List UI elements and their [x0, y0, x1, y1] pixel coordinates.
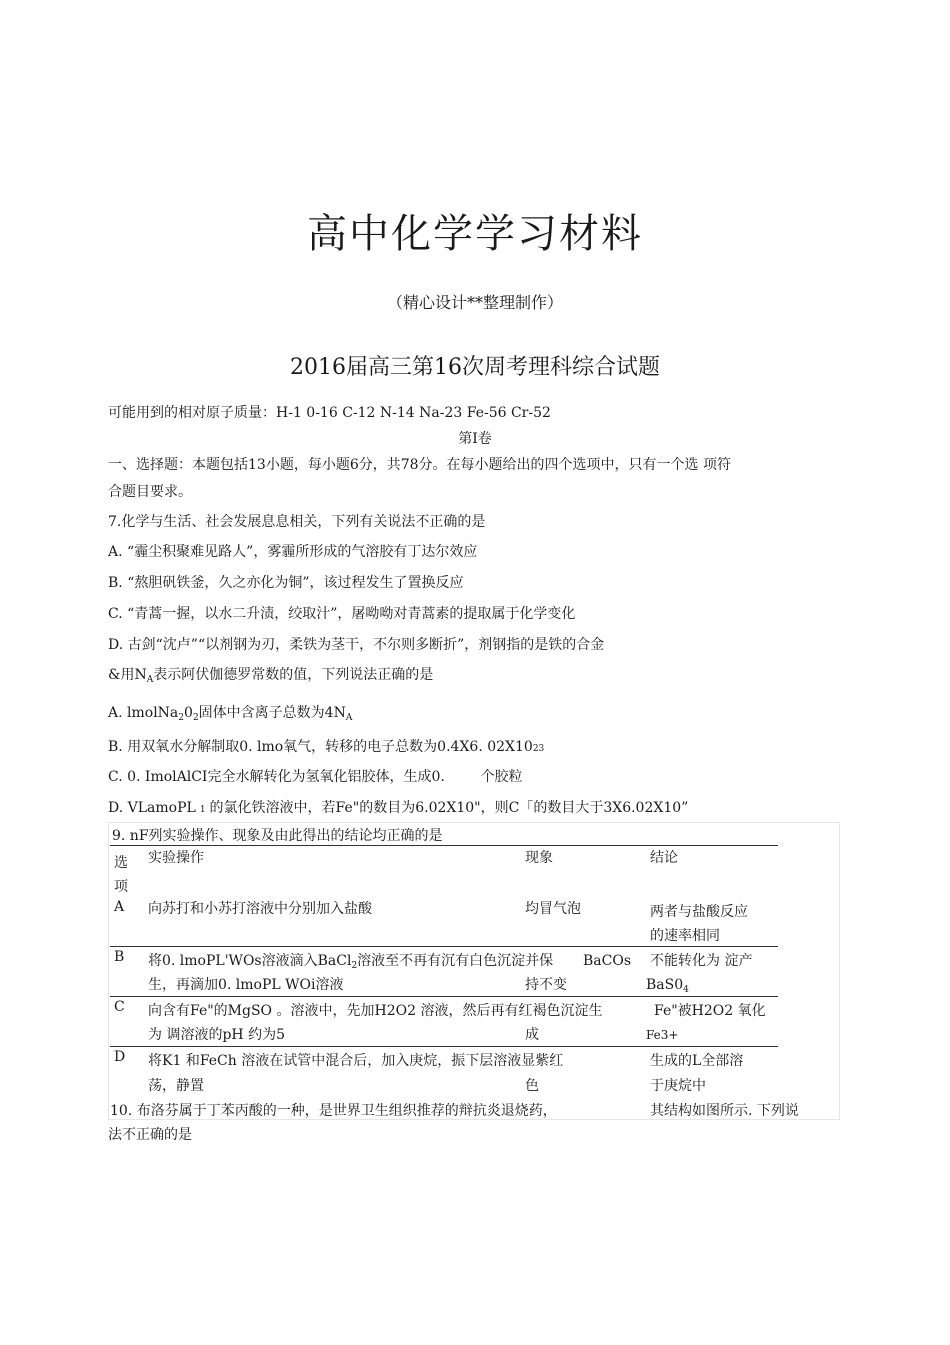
question-8-option-c: [108, 766, 523, 786]
table-header-option-1: 选: [114, 855, 128, 871]
q8-c-sup: 3: [454, 774, 461, 784]
table-header-operation: 实验操作: [148, 850, 204, 866]
q8-stem-post: 表示阿伏伽德罗常数的值，下列说法正确的是: [153, 667, 434, 683]
table-row-d-option: D: [114, 1049, 126, 1065]
row-b-op-part1: 将0. lmoPL'WOs溶液滴入BaCl: [148, 953, 352, 969]
q8-b-sup: 23: [532, 744, 545, 754]
row-b-co-part: BaS0: [646, 977, 684, 993]
table-row-c-phenomenon-2: 成: [525, 1027, 539, 1043]
table-row-a-operation: 向苏打和小苏打溶液中分别加入盐酸: [148, 901, 372, 917]
q8-stem-sub: A: [146, 675, 154, 685]
question-7-stem: 7.化学与生活、社会发展息息相关，下列有关说法不正确的是: [108, 514, 486, 530]
table-rule-c: [110, 996, 778, 997]
table-row-b-phenomenon-2: 持不变: [525, 977, 567, 993]
table-row-d-conclusion-1: 生成的L全部溶: [650, 1053, 744, 1069]
table-row-b-phenomenon-1: BaCOs: [583, 953, 632, 969]
row-b-op-part2: 溶液至不再有沉有白色沉淀并保: [357, 953, 554, 969]
table-header-option-2: 项: [114, 879, 128, 895]
q8-a-part3: 固体中含离子总数为4N: [198, 705, 346, 721]
table-row-d-phenomenon-2: 色: [525, 1078, 539, 1094]
question-9-stem: 9. nF列实验操作、现象及由此得出的结论均正确的是: [112, 828, 443, 844]
q8-a-sub3: A: [345, 713, 353, 723]
question-8-option-d: [108, 797, 688, 817]
table-row-c-conclusion-2: Fe3+: [646, 1028, 679, 1042]
row-b-op-sub: 2: [351, 961, 358, 971]
table-row-c-option: C: [114, 999, 125, 1015]
q8-a-sub1: 2: [178, 713, 185, 723]
q8-a-sub2: 2: [192, 713, 199, 723]
row-b-co-sub: 4: [683, 985, 689, 995]
table-row-a-phenomenon: 均冒气泡: [525, 901, 581, 917]
table-row-d-operation-1: 将K1 和FeCh 溶液在试管中混合后，加入庚烷，振下层溶液显紫红: [148, 1053, 564, 1069]
table-rule-b: [110, 946, 778, 947]
table-row-a-conclusion-1: 两者与盐酸反应: [650, 904, 748, 920]
question-10-line-2: 法不正确的是: [108, 1127, 192, 1143]
question-7-option-a: A. “霾尘积聚难见路人”，雾霾所形成的气溶胶有丁达尔效应: [108, 544, 478, 560]
q8-c-part2: 个胶粒: [480, 769, 523, 785]
table-row-b-conclusion-1: 不能转化为 淀产: [650, 953, 753, 969]
instruction-line-1: 一、选择题：本题包括13小题，每小题6分，共78分。在每小题给出的四个选项中，只有一个选 项符: [108, 457, 731, 473]
atomic-mass-line: 可能用到的相对原子质量：H-1 0-16 C-12 N-14 Na-23 Fe-56 Cr-52: [108, 405, 551, 421]
question-8-stem: [108, 664, 433, 685]
question-7-option-d: D. 古剑“沈卢”“以剂钢为刃，柔铁为茎干，不尔则多断折”，剂钢指的是铁的合金: [108, 637, 605, 653]
document-title: 高中化学学习材料: [307, 211, 643, 257]
table-row-c-operation-2: 为 调溶液的pH 约为5: [148, 1027, 285, 1043]
question-7-option-c: C. “青蒿一握，以水二升渍，绞取汁”，屠呦呦对青蒿素的提取属于化学变化: [108, 606, 576, 622]
table-row-d-conclusion-2: 于庚烷中: [650, 1078, 706, 1094]
q8-d-part2: 的氯化铁溶液中，若Fe"的数目为6.02X10"，则C「的数目大于3X6.02X10”: [209, 800, 689, 816]
table-header-conclusion: 结论: [650, 850, 678, 866]
table-rule-d: [110, 1046, 778, 1047]
table-row-c-conclusion-1: Fe"被H2O2 氧化: [654, 1003, 766, 1019]
volume-label: 第I卷: [458, 431, 492, 447]
table-row-c-operation-1: 向含有Fe"的MgSO 。溶液中，先加H2O2 溶液，然后再有红褐色沉淀生: [148, 1003, 603, 1019]
exam-title: 2016届高三第16次周考理科综合试题: [290, 355, 660, 380]
table-row-a-option: A: [114, 899, 125, 915]
table-row-b-operation-2: 生，再滴加0. lmoPL WOi溶液: [148, 977, 344, 993]
question-7-option-b: B. “熬胆矾铁釜，久之亦化为铜”，该过程发生了置换反应: [108, 575, 464, 591]
q8-a-part1: A. lmolNa: [108, 705, 179, 721]
question-8-option-a: [108, 702, 352, 723]
table-row-b-option: B: [114, 949, 125, 965]
question-8-option-b: [108, 736, 544, 756]
table-header-phenomenon: 现象: [525, 850, 553, 866]
question-10-line-1a: 10. 布洛芬属于丁苯丙酸的一种，是世界卫生组织推荐的辩抗炎退烧药，: [110, 1103, 557, 1119]
question-10-line-1b: 其结构如图所示. 下列说: [650, 1103, 799, 1119]
q8-b-part1: B. 用双氧水分解制取0. lmo氧气，转移的电子总数为0.4X6. 02X10: [108, 739, 533, 755]
q8-a-part2: 0: [184, 705, 193, 721]
q8-stem-pre: &用N: [108, 667, 147, 683]
q8-d-sup: 1: [199, 805, 206, 815]
q8-c-part1: C. 0. ImolAlCI完全水解转化为氢氧化铝胶体，生成0.: [108, 769, 445, 785]
document-subtitle: （精心设计**整理制作）: [386, 293, 563, 312]
table-row-a-conclusion-2: 的速率相同: [650, 928, 720, 944]
q8-d-part1: D. VLamoPL: [108, 800, 196, 816]
table-row-d-operation-2: 荡，静置: [148, 1078, 204, 1094]
instruction-line-2: 合题目要求。: [108, 484, 192, 500]
